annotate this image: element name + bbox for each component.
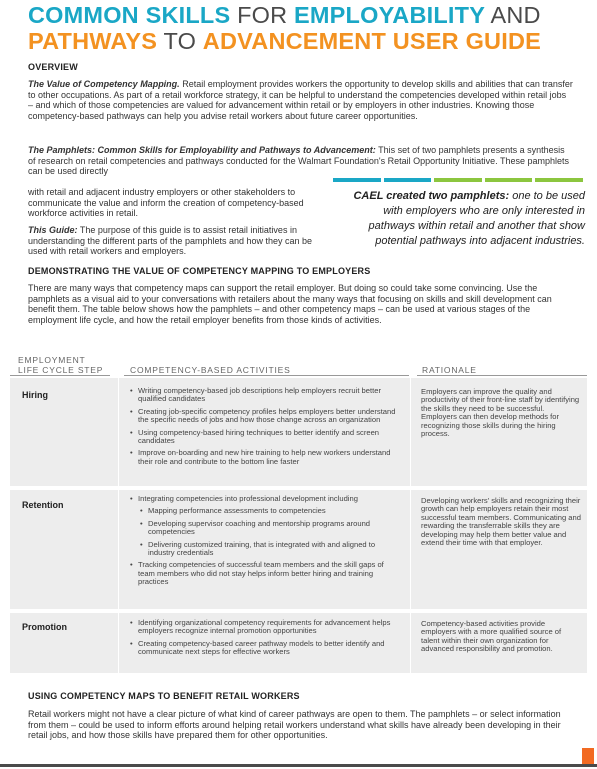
callout-lead: CAEL created two pamphlets: (353, 190, 510, 202)
document-title (28, 2, 588, 54)
col-header-rationale: RATIONALE (422, 365, 477, 375)
pamphlets-callout: CAEL created two pamphlets: one to be used with employers who are only interested in pathways within retail and another that show potential pathways into adjacent industries. (353, 190, 585, 247)
column-divider (118, 490, 119, 609)
list-item: • Writing competency-based job descriptions help employers recruit better qualified candidates (128, 387, 396, 404)
callout-bar-segment (535, 178, 583, 182)
pamphlets-paragraph-b: with retail and adjacent industry employers or other stakeholders to communicate the value and inform the creation of competency-based workforce activities in retail. (28, 187, 304, 218)
pamphlets-paragraph-a: The Pamphlets: Common Skills for Employability and Pathways to Advancement: This set of two pamphlets presents a synthesis of research on retail competencies and pathways conducted for the Walmart Foundation's Retail Opportunity Initiative. These pamphlets can be used directly (28, 145, 570, 176)
row-label-retention: Retention (22, 500, 64, 510)
header-rule (124, 375, 409, 376)
col-header-activities: COMPETENCY-BASED ACTIVITIES (130, 365, 291, 375)
value-lead: The Value of Competency Mapping. (28, 79, 180, 89)
callout-color-bar (333, 178, 583, 182)
list-item: • Developing supervisor coaching and mentorship programs around competencies (128, 520, 396, 537)
table-row-retention (10, 490, 587, 609)
column-divider (410, 378, 411, 486)
list-item: • Integrating competencies into professional development including (128, 495, 396, 503)
list-item: • Using competency-based hiring techniques to better identify and screen candidates (128, 429, 396, 446)
using-paragraph: Retail workers might not have a clear picture of what kind of career pathways are open to them. The pamphlets – or select information from them – could be used to inform efforts around helping retail workers understand what skills have already been developing in their retail jobs, and how those skills have prepared them for other opportunities. (28, 709, 561, 740)
demonstrating-heading: DEMONSTRATING THE VALUE OF COMPETENCY MAPPING TO EMPLOYERS (28, 266, 371, 276)
col-header-lifecycle: EMPLOYMENT LIFE CYCLE STEP (18, 355, 104, 375)
row-label-promotion: Promotion (22, 622, 67, 632)
list-item: • Mapping performance assessments to competencies (128, 507, 396, 515)
list-item: • Identifying organizational competency requirements for advancement helps employers recognize internal promotion opportunities (128, 619, 396, 636)
footer-rule (0, 764, 597, 767)
guide-paragraph: This Guide: The purpose of this guide is to assist retail initiatives in understanding the different parts of the pamphlets and how they can be used with retail workers and employers. (28, 225, 313, 256)
hiring-activities (128, 387, 396, 470)
header-rule (417, 375, 587, 376)
list-item: • Tracking competencies of successful team members and the skill gaps of team members who did not stay helps inform better hiring and training practices (128, 561, 396, 586)
list-item: • Delivering customized training, that is integrated with and aligned to industry credentials (128, 541, 396, 558)
title-line-1: COMMON SKILLS FOR EMPLOYABILITY AND (28, 2, 541, 28)
list-item: • Improve on-boarding and new hire training to help new workers understand their role and contribute to the bottom line faster (128, 449, 396, 466)
guide-lead: This Guide: (28, 225, 78, 235)
table-row-hiring (10, 378, 587, 486)
row-label-hiring: Hiring (22, 390, 48, 400)
retention-rationale: Developing workers' skills and recognizing their growth can help employers retain their most successful team members. Communicating and rewarding the transferrable skills they are developing may help them better value and extend their time with that employer. (421, 496, 581, 548)
list-item: • Creating job-specific competency profiles helps employers better understand the specific needs of jobs and how those change across an organization (128, 408, 396, 425)
callout-bar-segment (384, 178, 432, 182)
retention-activities (128, 495, 396, 591)
value-paragraph: The Value of Competency Mapping. Retail employment provides workers the opportunity to develop skills and abilities that can transfer to other occupations. As part of a retail workforce strategy, it can be helpful to understand the competencies developed within retail jobs – and which of those competencies are valued for advancement within retail or by employers in other industries. Knowing those competency-based pathways can help you advise retail workers about future career opportunities. (28, 79, 573, 121)
column-divider (118, 378, 119, 486)
column-divider (410, 490, 411, 609)
promotion-activities (128, 619, 396, 661)
callout-bar-segment (485, 178, 533, 182)
overview-heading: OVERVIEW (28, 62, 78, 72)
column-divider (118, 613, 119, 673)
table-row-promotion (10, 613, 587, 673)
pamphlets-lead: The Pamphlets: Common Skills for Employability and Pathways to Advancement: (28, 145, 376, 155)
demonstrating-paragraph: There are many ways that competency maps can support the retail employer. But doing so could take some convincing. Use the pamphlets as a visual aid to your conversations with retailers about the many ways that focusing on skills and skill development can benefit them. The table below shows how the pamphlets – and other competency maps – can be used at various stages of the employment life cycle, and how the retail employer benefits from those kinds of activities. (28, 283, 552, 325)
using-heading: USING COMPETENCY MAPS TO BENEFIT RETAIL WORKERS (28, 691, 300, 701)
header-rule (10, 375, 110, 376)
callout-bar-segment (434, 178, 482, 182)
promotion-rationale: Competency-based activities provide employers with a more qualified source of talent within their own organization for advanced responsibility and promotion. (421, 619, 562, 654)
list-item: • Creating competency-based career pathway models to better identify and communicate next steps for effective workers (128, 640, 396, 657)
callout-bar-segment (333, 178, 381, 182)
hiring-rationale: Employers can improve the quality and productivity of their front-line staff by identifying the skills they need to be successful. Employers can then develop methods for recognizing those skills during the hiring process. (421, 387, 580, 439)
title-line-2: PATHWAYS TO ADVANCEMENT USER GUIDE (28, 28, 542, 54)
column-divider (410, 613, 411, 673)
